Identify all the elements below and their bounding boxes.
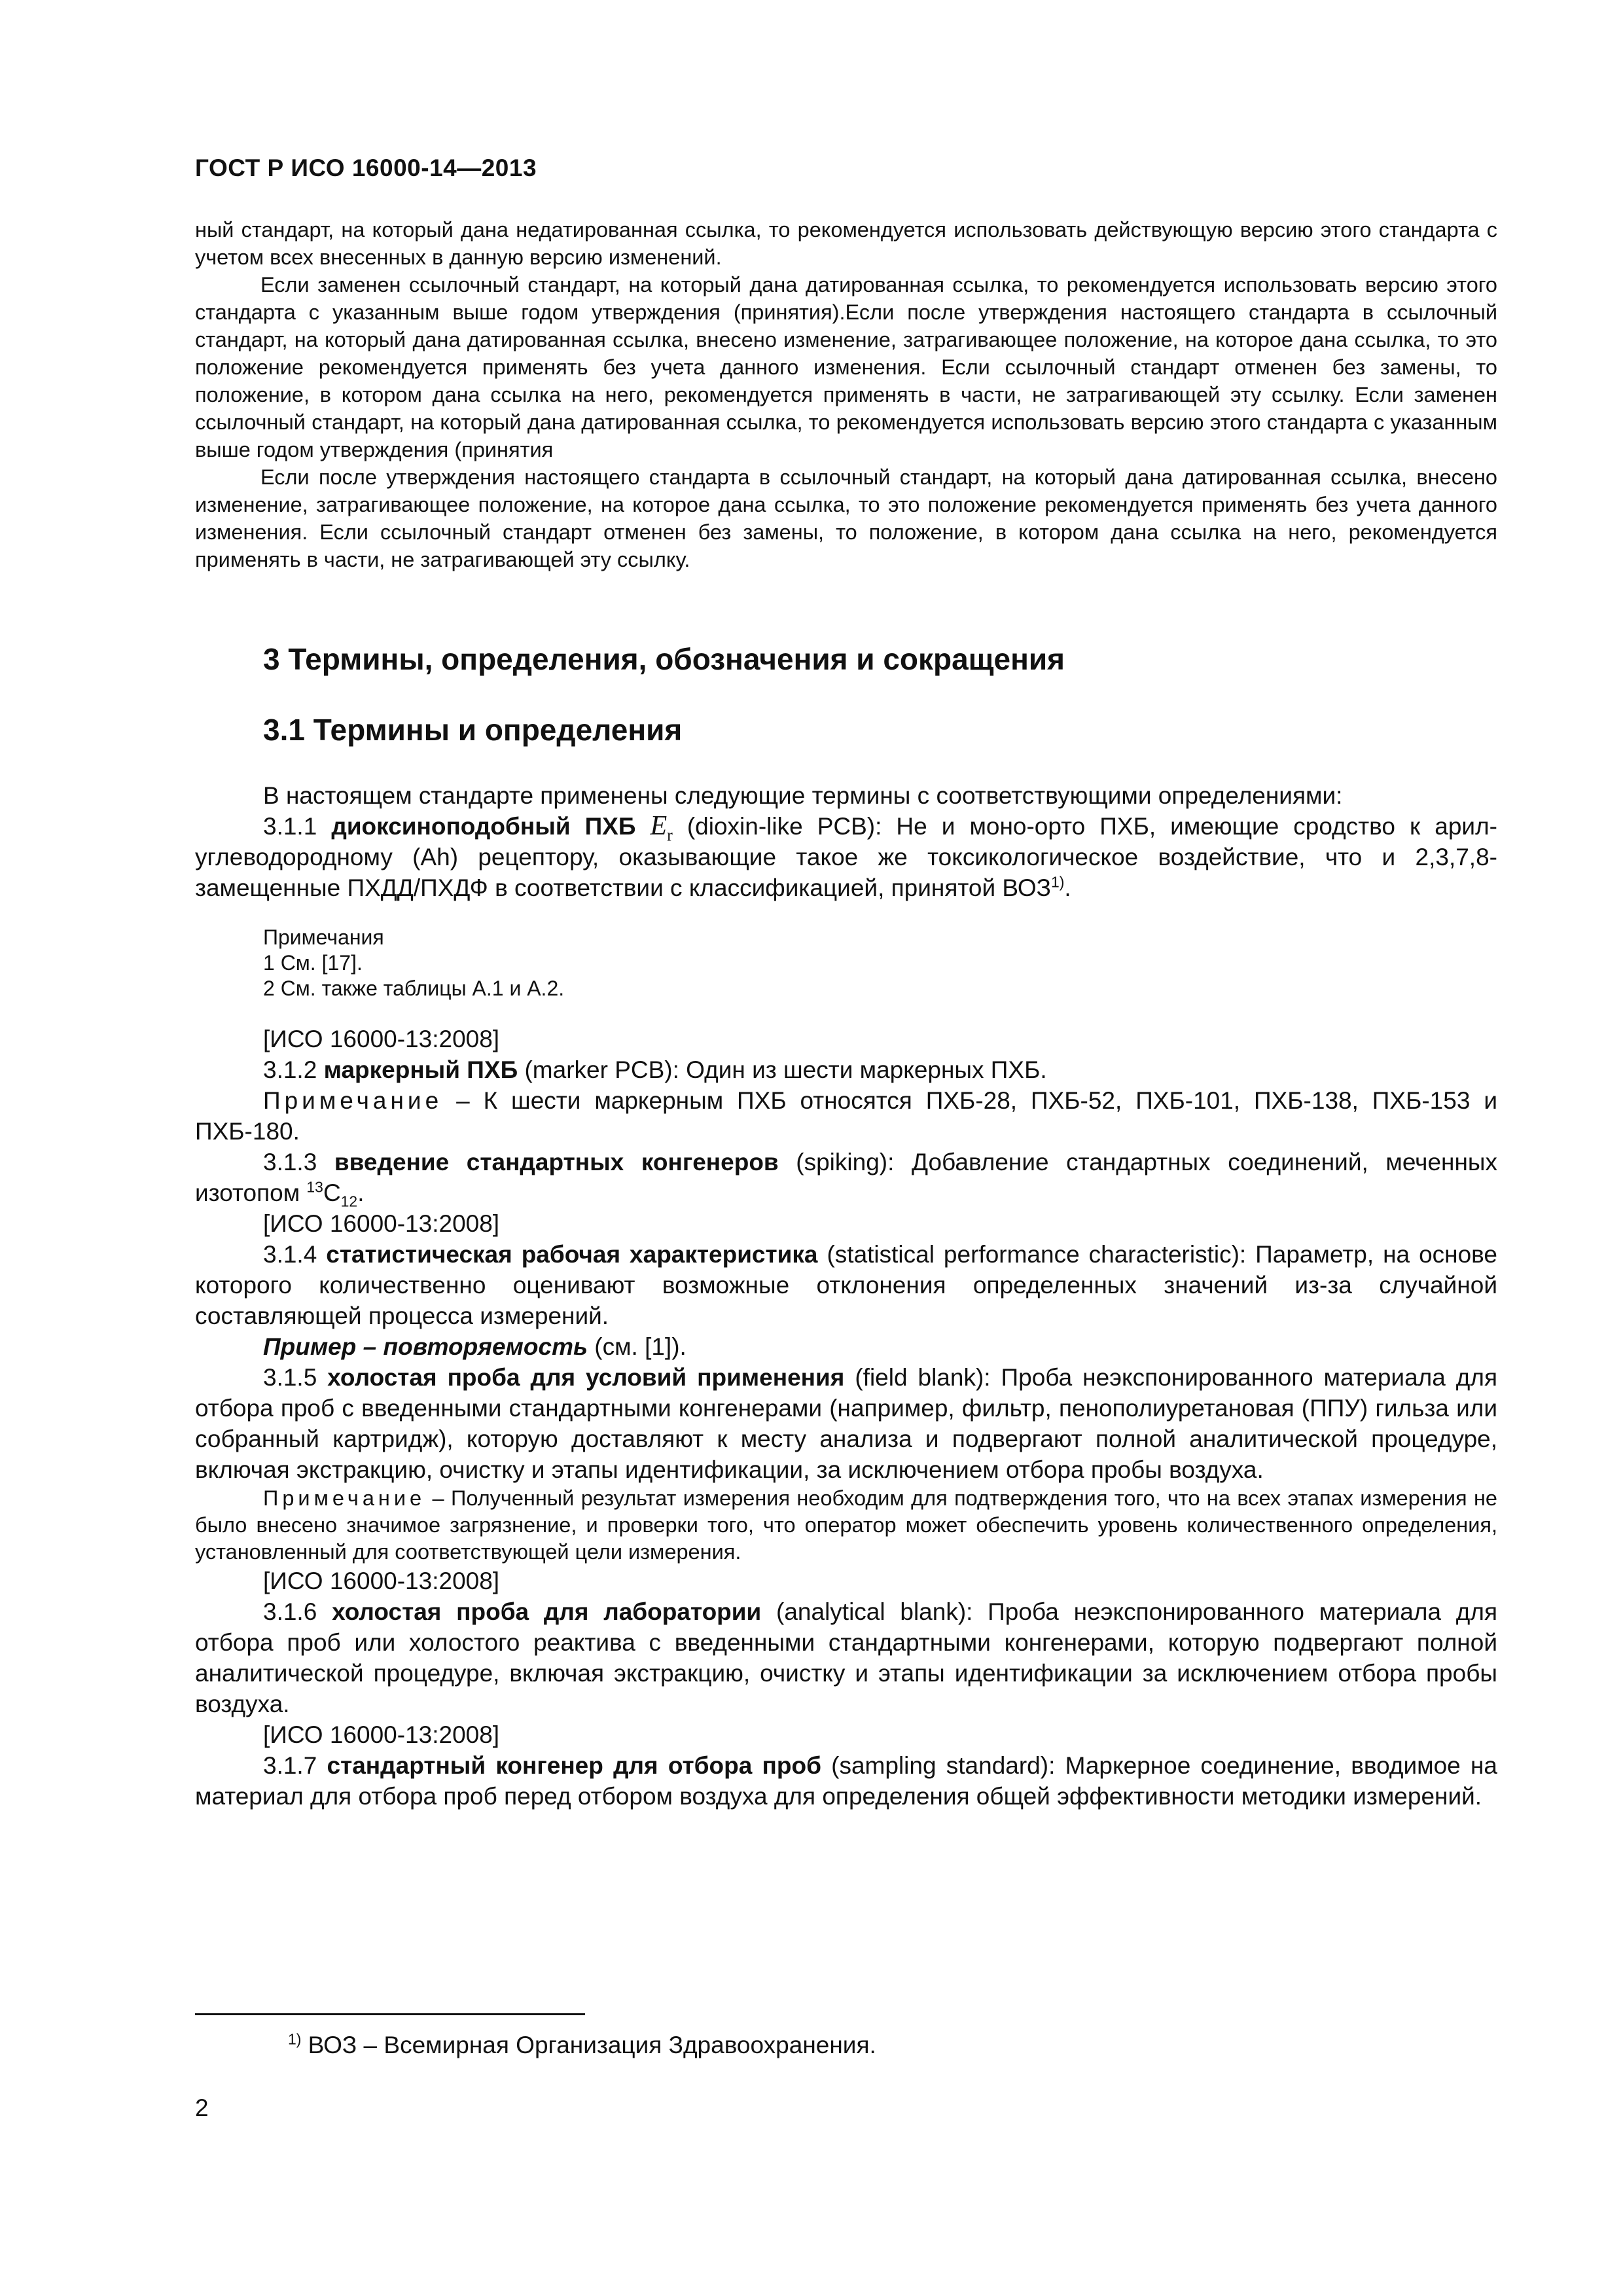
term-3-1-4: 3.1.4 статистическая рабочая характеристика (statistical performance characteristic): Параметр, на основе которого количественно оценивают возможные отклонения определенных значений из-за случайной составляющей процесса измерений.: [195, 1241, 1497, 1329]
term-definition: (dioxin-like PCB): Не и моно-орто ПХБ, имеющие сродство к арил-углеводородному (Ah) рецептору, оказывающие такое же токсикологическое воздействие, что и 2,3,7,8-замещенные ПХДД/ПХДФ в соответствии с классификацией, принятой ВОЗ: [195, 813, 1497, 901]
note-item: 1 См. [17].: [263, 951, 363, 975]
source-reference: [ИСО 16000-13:2008]: [263, 1210, 500, 1237]
example-3-1-4: Пример – повторяемость (см. [1]).: [263, 1333, 687, 1360]
note-3-1-2: [195, 1085, 1497, 1147]
source-reference: [ИСО 16000-13:2008]: [263, 1568, 500, 1594]
source-reference: [ИСО 16000-13:2008]: [263, 1721, 500, 1748]
note-item: 2 См. также таблицы А.1 и А.2.: [263, 977, 565, 1000]
example-label: Пример – повторяемость: [263, 1333, 588, 1360]
term-3-1-7: 3.1.7 стандартный конгенер для отбора проб (sampling standard): Маркерное соединение, вводимое на материал для отбора проб перед отбором воздуха для определения общей эффективности методики измерений.: [195, 1752, 1497, 1810]
term-name: холостая проба для условий применения: [327, 1364, 845, 1391]
section-lead: В настоящем стандарте применены следующие термины с соответствующими определениями:: [263, 782, 1343, 809]
term-name: статистическая рабочая характеристика: [326, 1241, 818, 1268]
notes-3-1-1: [263, 925, 1497, 1001]
term-name: стандартный конгенер для отбора проб: [327, 1752, 821, 1779]
section-3-heading: 3 Термины, определения, обозначения и сокращения: [263, 642, 1065, 676]
term-3-1-2: 3.1.2 маркерный ПХБ (marker PCB): Один из шести маркерных ПХБ.: [263, 1056, 1047, 1083]
term-number: 3.1.1: [263, 813, 332, 840]
note-label: Примечание: [263, 1087, 443, 1114]
terms-body: [195, 780, 1497, 1812]
source-reference: [ИСО 16000-13:2008]: [263, 1026, 500, 1052]
term-name: маркерный ПХБ: [323, 1056, 518, 1083]
intro-paragraph-2: Если заменен ссылочный стандарт, на который дана датированная ссылка, то рекомендуется использовать версию этого стандарта с указанным выше годом утверждения (принятия).Если после утверждения настоящего стандарта в ссылочный стандарт, на который дана датированная ссылка, внесено изменение, затрагивающее положение, на которое дана ссылка, то это положение рекомендуется применять без учета данного изменения. Если ссылочный стандарт отменен без замены, то положение, в котором дана ссылка на него, рекомендуется применять в части, не затрагивающей эту ссылку. Если заменен ссылочный стандарт, на который дана датированная ссылка, то рекомендуется использовать версию этого стандарта с указанным выше годом утверждения (принятия: [195, 273, 1497, 461]
note-3-1-5: [195, 1485, 1497, 1566]
term-name: диоксиноподобный ПХБ: [331, 813, 636, 840]
page-number: 2: [195, 2094, 209, 2121]
footnote-reference[interactable]: 1): [1051, 873, 1065, 891]
term-symbol: $E_r$: [650, 811, 673, 845]
term-definition: (spiking): Добавление стандартных соединений, меченных изотопом: [195, 1149, 1497, 1206]
footnote: [288, 2032, 876, 2059]
term-definition: (analytical blank): Проба неэкспонированного материала для отбора проб или холостого реактива с введенными стандартными конгенерами, которую подвергают полной аналитической процедуре, включая экстракцию, очистку и этапы идентификации за исключением отбора пробы воздуха.: [195, 1598, 1498, 1717]
term-definition: (sampling standard): Маркерное соединение, вводимое на материал для отбора проб перед отбором воздуха для определения общей эффективности методики измерений.: [195, 1752, 1497, 1810]
footnote-separator: [195, 2013, 585, 2015]
term-definition: (field blank): Проба неэкспонированного материала для отбора проб с введенными стандартными конгенерами (например, фильтр, пенополиуретановая (ППУ) гильза или собранный картридж), которую доставляют к месту анализа и подвергают полной аналитической процедуре, включая экстракцию, очистку и этапы идентификации, за исключением отбора пробы воздуха.: [195, 1364, 1497, 1483]
term-3-1-3: 3.1.3 введение стандартных конгенеров (spiking): Добавление стандартных соединений, меченных изотопом $^{13}C_{12}$.: [195, 1149, 1497, 1210]
note-text: – К шести маркерным ПХБ относятся ПХБ-28, ПХБ-52, ПХБ-101, ПХБ-138, ПХБ-153 и ПХБ-180.: [195, 1087, 1497, 1145]
term-3-1-5: 3.1.5 холостая проба для условий применения (field blank): Проба неэкспонированного материала для отбора проб с введенными стандартными конгенерами (например, фильтр, пенополиуретановая (ППУ) гильза или собранный картридж), которую доставляют к месту анализа и подвергают полной аналитической процедуре, включая экстракцию, очистку и этапы идентификации, за исключением отбора пробы воздуха.: [195, 1364, 1497, 1483]
term-definition: (statistical performance characteristic): Параметр, на основе которого количественно оценивают возможные отклонения определенных значений из-за случайной составляющей процесса измерений.: [195, 1241, 1497, 1329]
section-3-1-heading: 3.1 Термины и определения: [263, 713, 683, 747]
running-header: ГОСТ Р ИСО 16000-14—2013: [195, 154, 537, 181]
term-3-1-1: 3.1.1 диоксиноподобный ПХБ $E_r$ (dioxin-like PCB): Не и моно-орто ПХБ, имеющие сродство к арил-углеводородному (Ah) рецептору, оказывающие такое же токсикологическое воздействие, что и 2,3,7,8-замещенные ПХДД/ПХДФ в соответствии с классификацией, принятой ВОЗ$^{1)}$.: [195, 811, 1497, 901]
notes-heading: Примечания: [263, 925, 384, 949]
intro-paragraph-3: Если после утверждения настоящего стандарта в ссылочный стандарт, на который дана датированная ссылка, внесено изменение, затрагивающее положение, на которое дана ссылка, то это положение рекомендуется применять без учета данного изменения. Если ссылочный стандарт отменен без замены, то положение, в котором дана ссылка на него, рекомендуется применять в части, не затрагивающей эту ссылку.: [195, 465, 1497, 571]
intro-text: [195, 216, 1497, 573]
note-text: – Полученный результат измерения необходим для подтверждения того, что на всех этапах измерения не было внесено значимое загрязнение, и проверки того, что оператор может обеспечить уровень количественного определения, установленный для соответствующей цели измерения.: [195, 1486, 1497, 1564]
term-3-1-6: 3.1.6 холостая проба для лаборатории (analytical blank): Проба неэкспонированного материала для отбора проб или холостого реактива с введенными стандартными конгенерами, которую подвергают полной аналитической процедуре, включая экстракцию, очистку и этапы идентификации за исключением отбора пробы воздуха.: [195, 1598, 1498, 1717]
term-name: введение стандартных конгенеров: [334, 1149, 779, 1175]
note-label: Примечание: [263, 1486, 426, 1510]
term-definition: (marker PCB): Один из шести маркерных ПХБ.: [518, 1056, 1047, 1083]
footnote-marker: 1): [288, 2030, 302, 2048]
intro-paragraph-1: ный стандарт, на который дана недатированная ссылка, то рекомендуется использовать действующую версию этого стандарта с учетом всех внесенных в данную версию изменений.: [195, 218, 1497, 269]
footnote-text: ВОЗ – Всемирная Организация Здравоохранения.: [301, 2032, 876, 2058]
term-name: холостая проба для лаборатории: [332, 1598, 762, 1625]
